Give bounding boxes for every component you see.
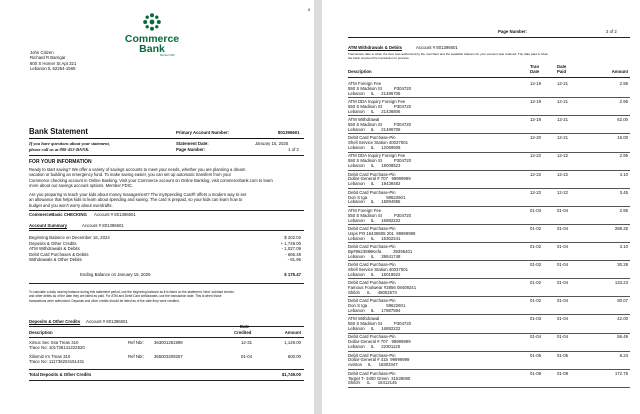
atm-row-description: ATM Foreign Fee	[348, 81, 382, 86]
atm-row-tran-date: 12-19	[530, 99, 541, 105]
bank-tagline: Member FDIC	[160, 54, 176, 57]
header-divider	[29, 155, 304, 156]
atm-row-divider	[348, 206, 630, 207]
atm-row-location: Dollar-General # 415 99999999	[348, 357, 410, 363]
atm-row-divider	[348, 278, 630, 279]
deposit-header-date: Date	[240, 324, 250, 329]
deposit-header-credited: Credited	[234, 330, 252, 335]
atm-row-tran-date: 01-05	[530, 352, 541, 358]
deposit-ref-label: Ref Nbr:	[128, 353, 144, 359]
atm-row-description: Debit Card Purchase-Pin	[348, 280, 396, 286]
deposit-ref: 363001281999	[154, 340, 183, 345]
atm-row-amount: 3.45	[619, 189, 628, 195]
atm-row-location: 550 S Madison St P304720	[348, 122, 412, 128]
summary-underline	[29, 230, 304, 231]
atm-row-amount: 4.10	[619, 171, 628, 177]
atm-row-tran-date: 01-02	[530, 262, 541, 267]
info-line: Ready to start saving? We offer a variety of savings accounts to meet your needs, whether you are planning a dream	[29, 167, 246, 172]
atm-row-amount: 30.28	[617, 262, 628, 267]
atm-row-divider	[348, 97, 630, 98]
atm-row-location: Famous Footwear #2856 08409241	[348, 285, 417, 290]
info-line: vacation or building an emergency fund. To make saving easier, you can set up automatic transfers from your	[29, 172, 231, 178]
atm-row-location: 550 S Madison St P304720	[348, 85, 412, 91]
atm-header-divider	[348, 77, 630, 78]
atm-row-city: Aviston IL 18303347	[348, 362, 398, 368]
atm-row-tran-date: 12-22	[530, 171, 541, 177]
total-divider	[29, 369, 304, 370]
summary-account: Account # 801396601	[82, 223, 124, 228]
checking-account: Account # 801396601	[94, 212, 136, 217]
atm-row-location: Shell Service Station 40037001	[348, 140, 408, 146]
atm-header-amount: Amount	[611, 69, 628, 74]
summary-label: Account Summary	[29, 223, 67, 228]
atm-row-city: Lebanon IL 39541748	[348, 253, 401, 259]
atm-row-tran-date: 01-02	[530, 243, 541, 249]
atm-row-paid-date: 01-04	[557, 243, 568, 249]
atm-row-city: Lebanon IL 17887584	[348, 308, 401, 313]
atm-row-tran-date: 12-22	[530, 153, 541, 159]
atm-row-paid-date: 01-04	[557, 298, 568, 304]
page-title: Bank Statement	[29, 127, 88, 136]
atm-row-description: Debit Card Purchase-Pin	[348, 352, 396, 358]
atm-row-city: Lebanon IL 21486706	[348, 127, 401, 132]
atm-row-tran-date: 01-04	[530, 334, 541, 340]
atm-row-paid-date: 01-04	[557, 316, 568, 322]
atm-row-divider	[348, 296, 630, 297]
atm-row-divider	[348, 314, 630, 315]
atm-row-paid-date: 01-04	[557, 225, 568, 231]
atm-row-city: Lebanon IL 16882222	[348, 217, 401, 223]
atm-row-paid-date: 12-22	[557, 189, 568, 195]
summary-row-value: - 666.48	[285, 251, 301, 257]
address-line: 800 S Homer St Apt 321	[30, 60, 77, 66]
commerce-bank-logo	[112, 12, 192, 60]
atm-row-description: Debit Card Purchase-Pin	[348, 225, 396, 231]
atm-row-amount: 2.95	[619, 207, 628, 213]
deposit-header-description: Description	[29, 330, 53, 335]
page2-number-value: 2 of 2	[606, 29, 617, 34]
atm-row-divider	[348, 387, 630, 388]
page2-header-divider	[348, 37, 630, 38]
atm-row-paid-date: 12-21	[557, 117, 568, 123]
atm-row-city: Lebanon IL 15894955	[348, 199, 401, 205]
statement-page-1	[0, 0, 314, 414]
atm-row-tran-date: 01-03	[530, 316, 541, 322]
checking-label: CommerceBasic CHECKING	[29, 212, 87, 217]
atm-row-divider	[348, 333, 630, 334]
atm-row-tran-date: 01-03	[530, 207, 541, 213]
atm-row-tran-date: 12-22	[530, 189, 541, 195]
atm-row-city: Lebanon IL 15019522	[348, 271, 401, 277]
summary-row-value: - 81.96	[287, 257, 301, 263]
page-marker: 8	[308, 7, 311, 12]
atm-row-location: Don S Iga 59622601	[348, 194, 406, 200]
atm-row-location: Dollar-General # 707 99999999	[348, 339, 411, 345]
atm-row-city: Lebanon IL 16882222	[348, 326, 401, 332]
deposit-date: 01-04	[241, 353, 252, 359]
atm-row-paid-date: 12-21	[557, 81, 568, 86]
summary-row-value: - 1,027.09	[281, 246, 301, 252]
deposit-description: Xirsoc Sec Ssa Treas 310	[29, 340, 79, 345]
questions-line-1: If you have questions about your statement,	[29, 141, 110, 146]
atm-row-paid-date: 01-08	[557, 370, 568, 376]
deposit-header-amount: Amount	[284, 330, 301, 335]
deposit-amount: 1,149.00	[284, 340, 301, 345]
checking-top-divider	[29, 210, 304, 211]
atm-row-location: 550 S Madison St P304720	[348, 158, 412, 164]
atm-row-city: Lebanon IL 21486706	[348, 90, 401, 96]
atm-row-divider	[348, 260, 630, 261]
bank-name-second: Bank	[139, 43, 165, 55]
atm-row-description: Debit Card Purchase-Pin	[348, 189, 396, 195]
atm-row-tran-date: 12-19	[530, 81, 541, 86]
atm-row-city: Lebanon IL 21436806	[348, 108, 401, 114]
atm-row-description: ATM Withdrawal	[348, 316, 380, 322]
atm-row-description: ATM Withdrawal	[348, 117, 380, 123]
info-line: Are you preparing to teach your kids about money management? The mySpending Card® offers a modern way to set	[29, 192, 247, 197]
total-deposits-value: $1,749.00	[281, 372, 301, 377]
atm-row-amount: 172.75	[614, 370, 628, 376]
deposit-trace: Trace No: 111736204151431	[29, 358, 85, 364]
atm-row-divider	[348, 369, 630, 370]
atm-row-amount: 56.49	[617, 334, 628, 340]
primary-account-label: Primary Account Number:	[176, 130, 230, 135]
atm-row-location: Don S Iga 59622601	[348, 303, 406, 309]
atm-header-date: Date	[557, 64, 567, 69]
atm-row-divider	[348, 133, 630, 134]
atm-row-location: Usps PO 16438605 201 99999999	[348, 230, 416, 236]
atm-row-paid-date: 01-04	[557, 334, 568, 340]
atm-row-description: ATM Foreign Fee	[348, 207, 382, 213]
atm-row-divider	[348, 188, 630, 189]
ending-balance-value: $ 175.47	[284, 272, 301, 277]
atm-row-location: 550 S Madison St P304720	[348, 104, 412, 109]
atm-row-description: Debit Card Purchase-Pin	[348, 262, 396, 267]
atm-row-paid-date: 12-21	[557, 99, 568, 105]
atm-row-amount: 62.00	[617, 117, 628, 123]
atm-row-paid-date: 12-22	[557, 153, 568, 159]
atm-note-line: the bank received the transaction to process.	[348, 56, 410, 60]
bank-name: Commerce	[124, 33, 180, 45]
atm-row-city: Shiloh IL 16412145	[348, 380, 397, 386]
atm-row-paid-date: 12-21	[557, 135, 568, 141]
atm-row-amount: 2.95	[619, 153, 628, 159]
atm-row-tran-date: 01-02	[530, 225, 541, 231]
atm-row-paid-date: 12-22	[557, 171, 568, 177]
atm-header-tran: Tran	[530, 64, 540, 69]
atm-row-location: 550 S Madison St P304720	[348, 321, 412, 327]
deposit-ref: 365003209257	[154, 353, 183, 359]
fine-print-line: and other debits as of the date they are listed as paid. For ATM and Debit Card withdrawals, use the transaction date. This is when those	[29, 294, 222, 299]
atm-row-divider	[348, 224, 630, 225]
atm-row-tran-date: 01-08	[530, 370, 541, 376]
atm-row-amount: 2.95	[619, 99, 628, 105]
atm-row-amount: 133.23	[614, 280, 628, 286]
statement-date-value: January 15, 2025	[255, 141, 289, 146]
atm-row-divider	[348, 242, 630, 243]
atm-row-amount: 3.10	[619, 243, 628, 249]
atm-row-amount: 8.23	[619, 352, 628, 358]
atm-row-location: Bp#9623599Kefa 39395401	[348, 248, 413, 254]
atm-row-amount: 15.00	[617, 135, 628, 141]
atm-row-location: Target T- 3400 Green 31539080	[348, 375, 411, 381]
info-line: budget and you won't worry about overdrafts.	[29, 202, 113, 208]
summary-bottom-divider	[29, 283, 304, 284]
info-heading: FOR YOUR INFORMATION	[29, 159, 92, 165]
summary-row-label: Deposits & Other Credits	[29, 240, 77, 246]
atm-row-paid-date: 01-04	[557, 207, 568, 213]
atm-row-city: Lebanon IL 16302241	[348, 235, 401, 241]
atm-row-city: Lebanon IL 19008523	[348, 163, 401, 169]
atm-row-city: Shiloh IL 48002573	[348, 289, 397, 295]
atm-row-amount: 80.07	[617, 298, 628, 304]
atm-row-city: Lebanon IL 22301125	[348, 344, 401, 350]
atm-row-amount: 42.00	[617, 316, 628, 322]
deposit-description: Xitismi2 Irs Treas 310	[29, 353, 71, 359]
atm-row-divider	[348, 170, 630, 171]
deposit-ref-label: Ref Nbr:	[128, 340, 144, 345]
atm-row-city: Lebanon IL 19438482	[348, 181, 401, 187]
atm-row-divider	[348, 115, 630, 116]
address-line: John Citizen	[30, 50, 54, 55]
fine-print-line: transactions were authorized. Deposits and other credits should be listed as of the date they were credited.	[29, 298, 180, 303]
atm-row-paid-date: 01-05	[557, 352, 568, 358]
atm-row-description: Debit Card Purchase-Pin	[348, 243, 396, 249]
statement-page-2	[322, 0, 640, 414]
atm-row-city: Lebanon IL 12069509	[348, 145, 401, 151]
page2-number-label: Page Number:	[498, 29, 528, 34]
atm-row-tran-date: 01-02	[530, 298, 541, 304]
atm-row-tran-date: 12-20	[530, 135, 541, 141]
atm-header-tran-date: Date	[530, 69, 540, 74]
deposits-account: Account # 801396601	[86, 319, 128, 324]
address-line: Lebanon IL 62254-1568	[30, 65, 76, 71]
deposits-label: Deposits & Other Credits	[29, 319, 81, 324]
atm-row-paid-date: 01-04	[557, 280, 568, 286]
atm-row-description: ATM DDA Inquiry Foreign Fee	[348, 99, 406, 105]
total-deposits-label: Total Deposits & Other Credits	[29, 372, 92, 377]
atm-section-label: ATM Withdrawals & Debits	[348, 45, 403, 50]
atm-row-location: Shell Service Station 40037001	[348, 266, 408, 272]
total-bottom-divider	[29, 380, 304, 381]
primary-account-value: 801396601	[278, 130, 300, 135]
atm-row-description: Debit Card Purchase-Pin	[348, 135, 396, 141]
atm-section-account: Account # 801396601	[416, 45, 458, 50]
deposits-underline	[29, 326, 304, 327]
summary-row-label: Beginning Balance on December 16, 2024	[29, 235, 110, 240]
atm-header-description: Description	[348, 69, 372, 74]
deposit-trace: Trace No: 101736141222520	[29, 345, 85, 351]
atm-row-amount: 288.25	[614, 225, 628, 231]
questions-line-2: please call us at 800-453-BANK.	[29, 146, 90, 152]
deposit-amount: 600.00	[287, 353, 301, 359]
deposit-date: 12-31	[241, 340, 252, 345]
info-line: Commerce checking account in Online Banking. Visit your Commerce account on Online Banking, visit commercebank.com to learn	[29, 177, 273, 183]
atm-row-tran-date: 12-19	[530, 117, 541, 123]
summary-row-label: Debit Card Purchases & Debits	[29, 251, 89, 257]
info-line: an allowance that helps kids to learn about spending and saving. The card is prepaid, so your kids can learn how to	[29, 197, 243, 203]
page-number-label: Page Number:	[176, 146, 206, 152]
summary-row-label: Withdrawals & Other Debits	[29, 257, 82, 263]
summary-row-value: + 1,749.00	[280, 240, 301, 246]
atm-row-tran-date: 01-02	[530, 280, 541, 286]
logo-emblem-icon	[142, 12, 162, 32]
fine-print-line: To calculate a daily running balance during this statement period, use the beginning balance as it is listed on the statement. Next, subtract checks	[29, 290, 234, 294]
atm-header-paid: Paid	[557, 69, 567, 74]
atm-row-description: ATM DDA Inquiry Foreign Fee	[348, 153, 406, 159]
summary-row-label: ATM Withdrawals & Debits	[29, 246, 80, 252]
info-line: more about our savings account options. Member FDIC.	[29, 183, 134, 189]
title-divider	[29, 138, 304, 139]
atm-row-paid-date: 01-04	[557, 262, 568, 267]
statement-date-label: Statement Date:	[176, 141, 209, 146]
atm-row-divider	[348, 152, 630, 153]
deposit-header-divider	[29, 337, 304, 338]
atm-row-description: Debit Card Purchase-Pin	[348, 298, 396, 304]
atm-row-description: Debit Card Purchase-Pin	[348, 334, 396, 340]
page-number-value: 1 of 2	[288, 146, 299, 152]
atm-row-location: 550 S Madison St P304720	[348, 212, 412, 218]
atm-row-amount: 2.95	[619, 81, 628, 86]
atm-row-description: Debit Card Purchase-Pin	[348, 370, 396, 376]
ending-balance-label: Ending Balance on January 15, 2025	[80, 272, 151, 277]
atm-note-line: Transaction date is when the item was authorized by the merchant and the available balance for your account was reduced. The date paid is when	[348, 52, 549, 56]
atm-row-location: Dollar-General # 707 99999999	[348, 176, 411, 182]
atm-row-divider	[348, 351, 630, 352]
address-line: Richard R Barrigar	[30, 55, 66, 61]
atm-row-description: Debit Card Purchase-Pin	[348, 171, 396, 177]
summary-row-value: $ 202.02	[284, 235, 301, 240]
